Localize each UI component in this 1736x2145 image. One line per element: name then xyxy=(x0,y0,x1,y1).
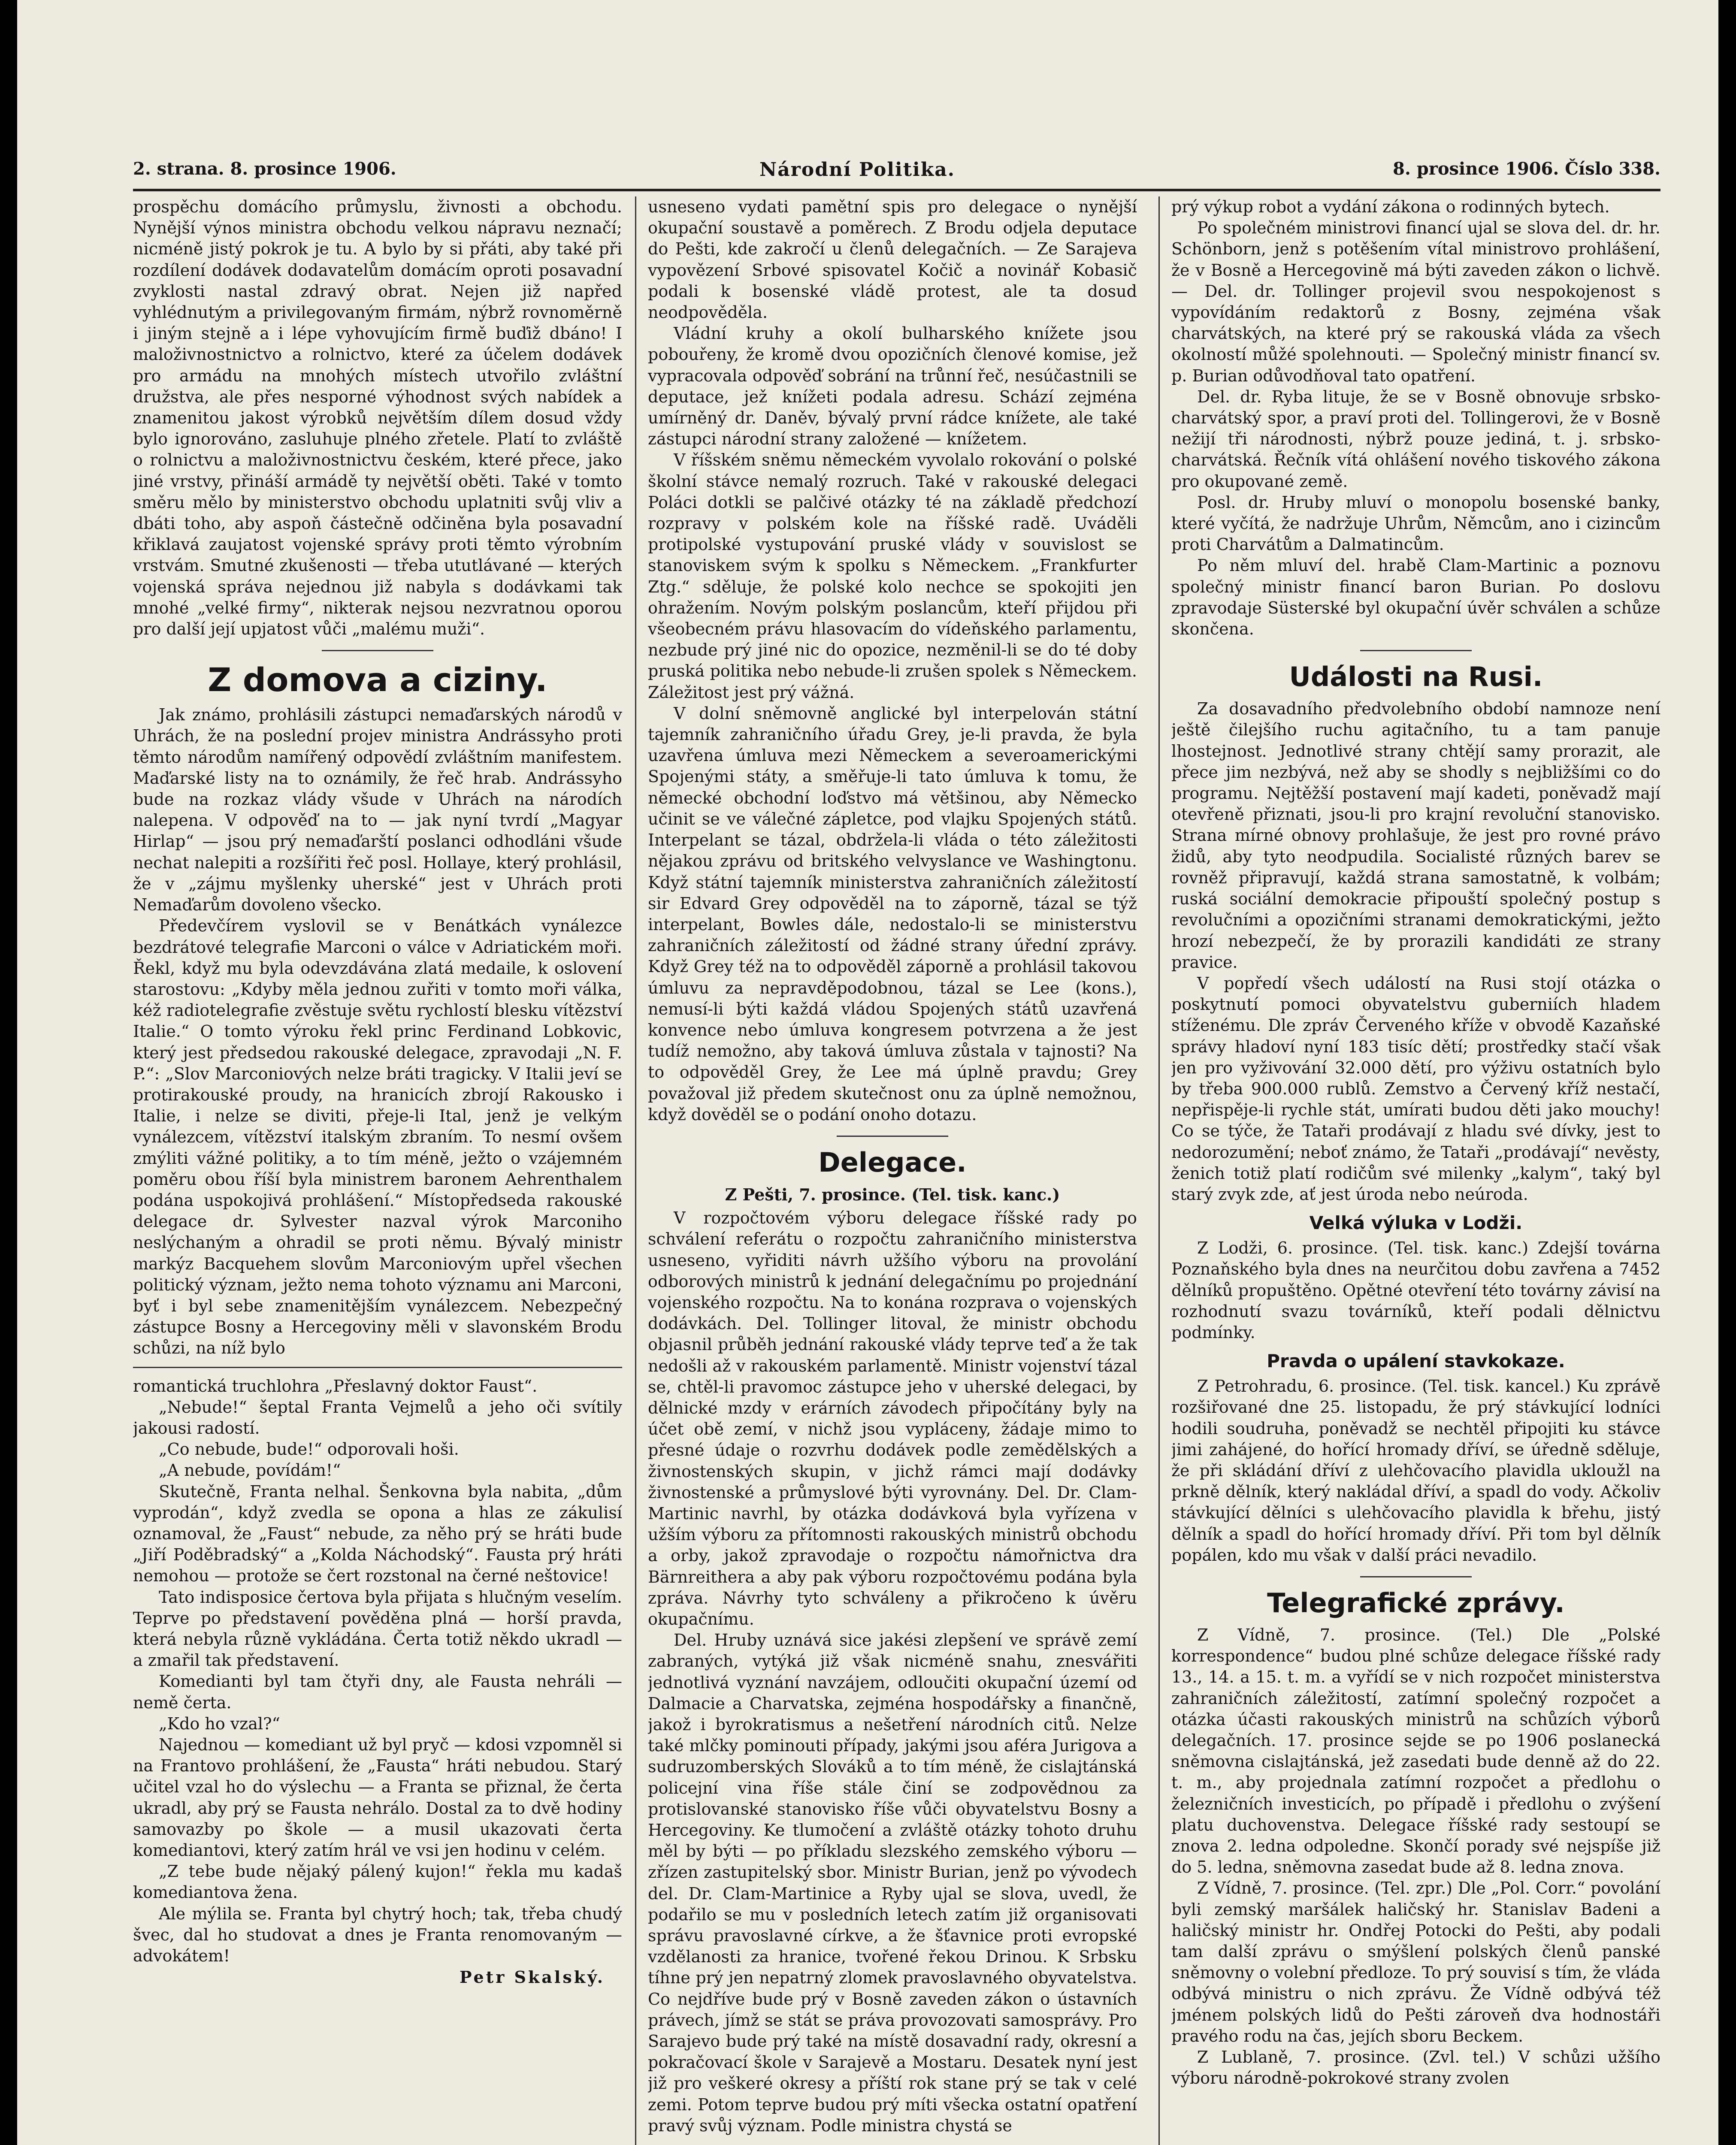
paragraph: Jak známo, prohlásili zástupci nemaďarských národů v Uhrách, že na poslední projev ministra Andrássyho proti těmto národům namířený odpovědí zvláštním manifestem. Maďarské listy na to oznámily, že řeč hrab. Andrássyho bude na rozkaz vlády všude v Uhrách na národích nalepena. V odpověď na to — jak nyní tvrdí „Magyar Hirlap“ — jsou prý nemaďarští poslanci odhodláni všude nechat nalepiti a rozšířiti řeč posl. Hollaye, který prohlásil, že v „zájmu myšlenky uherské“ jest v Uhrách proti Nemaďarům dovoleno všecko. xyxy=(133,705,622,915)
separator xyxy=(837,1136,948,1137)
separator xyxy=(322,650,433,651)
section-heading: Delegace. xyxy=(818,1146,967,1178)
header-rule xyxy=(133,189,1660,191)
subheading: Velká výluka v Lodži. xyxy=(1309,1212,1523,1234)
column-3 xyxy=(1171,196,1660,2145)
feuilleton-paragraph: „Co nebude, bude!“ odporovali hoši. xyxy=(159,1440,459,1459)
paragraph: Z Vídně, 7. prosince. (Tel.) Dle „Polské korrespondence“ budou plné schůze delegace říšské rady 13., 14. a 15. t. m. a vyřídí se v nich rozpočet ministerstva zahraničních záležitostí, zatímní společný rozpočet a otázka účasti rakouských ministrů na schůzích výborů delegačních. 17. prosince sejde se po 1906 poslanecká sněmovna cislajtánská, jež zasedati bude denně až do 22. t. m., aby projednala zatímní rozpočet a předlohu o železničních investicích, po případě i předlohu o zvýšení platu duchovenstva. Delegace říšské rady sestoupí se znova 2. ledna odpoledne. Skončí porady své nejspíše již do 5. ledna, sněmovna zasedat bude až 8. ledna znova. xyxy=(1171,1625,1660,1877)
column-divider xyxy=(635,196,636,2145)
paragraph: Vládní kruhy a okolí bulharského knížete jsou pobouřeny, že kromě dvou opozičních členové komise, jež vypracovala odpověď sobrání na trůnní řeč, nesúčastnili se deputace, jež knížeti podala adresu. Schází zejména umírněný dr. Daněv, bývalý první rádce knížete, ale také zástupci národní strany založené — knížetem. xyxy=(648,324,1137,449)
paragraph: V říšském sněmu německém vyvolalo rokování o polské školní stávce nemalý rozruch. Také v rakouské delegaci Poláci dotkli se palčivé otázky té na základě předchozí rozpravy v polském kole na říšské radě. Uváděli protipolské vystupování pruské vlády v souvislost se stanoviskem svým k spolku s Německem. „Frankfurter Ztg.“ sděluje, že polské kolo nechce se spokojiti jen ohražením. Novým polským poslancům, kteří přijdou při všeobecném právu hlasovacím do vídeňského parlamentu, nezbude prý jiné nic do opozice, nezměnil-li se do té doby pruská politika nebo nebude-li zrušen spolek s Německem. Záležitost jest prý vážná. xyxy=(648,450,1137,702)
paragraph: prý výkup robot a vydání zákona o rodinných bytech. xyxy=(1171,197,1610,216)
article-continuation: prospěchu domácího průmyslu, živnosti a obchodu. Nynější výnos ministra obchodu velkou nápravu neznačí; nicméně jistý pokrok je tu. A bylo by si přáti, aby také při rozdílení dodávek dodavatelům domácím oproti posavadní zvyklosti nastal zdravý obrat. Nejen již napřed vyhlédnutým a privilegovaným firmám, nýbrž rovnoměrně i jiným stejně a i lépe vyhovujícím firmě buďiž dbáno! I maloživnostnictvo a rolnictvo, které za účelem dodávek pro armádu na mnohých místech utvořilo zvláštní družstva, ale přes nesporné výhodnost svých nabídek a znamenitou jakost výrobků největším dílem dosud vždy bylo ignorováno, zasluhuje plného zřetele. Platí to zvláště o rolnictvu a maloživnostnictvu českém, které přece, jako jiné vrstvy, přináší armádě ty největší oběti. Také v tomto směru mělo by ministerstvo obchodu uplatniti svůj vliv a dbáti toho, aby aspoň částečně odčiněna byla posavadní křiklavá zaujatost vojenské správy proti těmto výrobním vrstvám. Smutné zkušenosti — třeba ututlávané — kterých vojenská správa nejednou již nabyla s dodávkami tak mnohé „velké firmy“, nikterak nejsou nezvratnou oporou pro další její upjatost vůči „malému muži“. xyxy=(133,197,622,639)
paragraph: Po něm mluví del. hrabě Clam-Martinic a poznovu společný ministr financí baron Burian. Po doslovu zpravodaje Süsterské byl okupační úvěr schválen a schůze skončena. xyxy=(1171,556,1660,639)
paragraph: Po společném ministrovi financí ujal se slova del. dr. hr. Schönborn, jenž s potěšením vítal ministrovo prohlášení, že v Bosně a Hercegovině má býti zaveden zákon o lichvě. — Del. dr. Tollinger projevil svou nespokojenost s vypovídáním redaktorů z Bosny, zejména však charvátských, na které prý se rakouská vláda za všech okolností můžé spolehnouti. — Společný ministr financí sv. p. Burian odůvodňoval tato opatření. xyxy=(1171,218,1660,385)
paragraph: Za dosavadního předvolebního období namnoze není ještě čilejšího ruchu agitačního, tu a tam panuje lhostejnost. Jednotlivé strany chtějí samy prorazit, ale přece jim nezbývá, než aby se shodly s nejbližšími co do programu. Nejtěžší postavení mají kadeti, poněvadž mají otevřeně přiznati, jsou-li pro krajní revoluční stanovisko. Strana mírné obnovy prohlašuje, že jest pro rovné právo židů, aby tyto neodpudila. Socialisté různých barev se rovněž připravují, každá strana samostatně, k volbám; ruská sociální demokracie připouští společný postup s revolučními a opozičními stranami demokratickými, ježto hrozí nebezpečí, že by prorazili kandidáti ze strany pravice. xyxy=(1171,699,1660,972)
dateline: Z Pešti, 7. prosince. (Tel. tisk. kanc.) xyxy=(725,1184,1060,1204)
header-page-date: 2. strana. 8. prosince 1906. xyxy=(133,159,396,179)
paragraph: Z Vídně, 7. prosince. (Tel. zpr.) Dle „Pol. Corr.“ povolání byli zemský maršálek haličský hr. Stanislav Badeni a haličský ministr hr. Ondřej Potocki do Pešti, aby podali tam další zprávu o smýšlení polských členů panské sněmovny o volební předloze. To prý souvisí s tím, že vláda odbývá ministru o nich zprávu. Že Vídně odbývá též jménem polských lidů do Pešti zároveň dva hodnostáři pravého rodu na čas, jejích sboru Beckem. xyxy=(1171,1879,1660,2045)
feuilleton-paragraph: Komedianti byl tam čtyři dny, ale Fausta nehráli — nemě čerta. xyxy=(133,1672,622,1712)
paragraph: V rozpočtovém výboru delegace říšské rady po schválení referátu o rozpočtu zahraničního ministerstva usneseno, vyřiditi návrh užšího výboru na provolání odborových ministrů k jednání delegačnímu po projednání vojenského rozpočtu. Na to konána rozprava o vojenských dodávkách. Del. Tollinger litoval, že ministr obchodu objasnil průběh jednání rakouské vlády teprve teď a že tak nedošli až v rakouském parlamentě. Ministr vojenství tázal se, chtěl-li pravomoc zástupce jeho v uherské delegaci, by dělnické mzdy v erárních závodech připočítány byly na účet obě zemí, v nichž jsou vypláceny, žádaje mimo to přesné údaje o rozvrhu dodávek podle zemědělských a živnostenských skupin, v jichž rámci mají dodávky živnostenské a průmyslové býti vyrovnány. Del. Dr. Clam-Martinic navrhl, by otázka dodávková byla vyřízena v užším výboru za přítomnosti rakouských ministrů obchodu a orby, jakož zpravodaje o rozpočtu námořnictva dra Bärnreithera a aby pak výboru rozpočtovému podána byla zpráva. Návrhy tyto schváleny a přikročeno k úvěru okupačnímu. xyxy=(648,1208,1137,1628)
column-2 xyxy=(648,196,1137,2145)
column-divider xyxy=(1158,196,1160,2145)
paragraph: V popředí všech událostí na Rusi stojí otázka o poskytnutí pomoci obyvatelstvu guberniích hladem stíženému. Dle zpráv Červeného kříže v obvodě Kazaňské správy hladoví nyní 183 tisíc dětí; prostředky stačí však jen pro vyživování 32.000 dětí, pro výživu ostatních bylo by třeba 900.000 rublů. Zemstvo a Červený kříž nestačí, nepřispěje-li rychle stát, umírati budou děti jako mouchy! Co se týče, že Tataři prodávají z hladu své dívky, jest to nedorozumění; neboť známo, že Tataři „prodávají“ nevěsty, ženich totiž platí rodičům své milenky „kalym“, taký byl starý zvyk zde, ať jest úroda nebo neúroda. xyxy=(1171,973,1660,1204)
paragraph: Del. Hruby uznává sice jakési zlepšení ve správě zemí zabraných, vytýká již však nicméně snahu, znesvářiti jednotlivá vyznání navzájem, odloučiti okupační území od Dalmacie a Charvatska, zejména hospodářsky a finančně, jakož i byrokratismus a nešetření národních citů. Nelze také mlčky pominouti případy, jakými jsou aféra Jurigova a sudruzomberských Slováků a to tím méně, že cislajtánská policejní vina říše stále činí se zodpovědnou za protislovanské stanovisko říše vůči obyvatelstvu Bosny a Hercegoviny. Ke tlumočení a zvláště otázky tohoto druhu měl by býti — po příkladu slezského zemského výboru — zřízen zastupitelský sbor. Ministr Burian, jenž po vývodech del. Dr. Clam-Martinice a Ryby ujal se slova, uvedl, že podařilo se mu v posledních letech zatím již organisovati správu pravoslavné církve, a že šťavnice proti evropské vzdělanosti za hranice, tvořené řekou Drinou. K Srbsku tíhne prý jen nepatrný zlomek pravoslavného obyvatelstva. Co nejdříve bude prý v Bosně zaveden zákon o ústavních právech, jímž se stát se práva provozovati samosprávy. Pro Sarajevo bude prý také na místě dosavadní rady, okresní a pokračovací škole v Sarajevě a Mostaru. Desatek nyní jest již pro veškeré okresy a příští rok stane prý se tak v celé zemi. Potom teprve budou prý míti všecka ostatní opatření pravý svůj význam. Podle ministra chystá se xyxy=(648,1631,1137,2135)
paragraph: V dolní sněmovně anglické byl interpelován státní tajemník zahraničního úřadu Grey, je-li pravda, že byla uzavřena úmluva mezi Německem a severoamerickými Spojenými státy, a směřuje-li tato úmluva k tomu, že německé obchodní loďstvo má většinou, aby Německo učinit se ve válečné zápletce, pod vlajku Spojených států. Interpelant se tázal, obdržela-li vláda o této záležitosti nějakou zprávu od britského velvyslance ve Washingtonu. Když státní tajemník ministerstva zahraničních záležitostí sir Edvard Grey odpověděl na to záporně, tázal se týž interpelant, Bowles dále, nedostalo-li se ministerstvu zahraničních záležitostí od žádné strany úřední zprávy. Když Grey též na to odpověděl záporně a prohlásil takovou úmluvu za nepravděpodobnou, tázal se Lee (kons.), nemusí-li býti každá vládou Spojených států uzavřená konvence nebo úmluva kongresem potvrzena a že jest tudíž nemožno, aby taková úmluva zůstala v tajnosti? Na to odpověděl Grey, že Lee má úplně pravdu; Grey považoval již předem skutečnost onu za úplně nemožnou, když dověděl se o podání onoho dotazu. xyxy=(648,704,1137,1124)
masthead-title: Národní Politika. xyxy=(759,159,956,181)
feuilleton-paragraph: Skutečně, Franta nelhal. Šenkovna byla nabita, „dům vyprodán“, když zvedla se opona a hlas ze zákulisí oznamoval, že „Faust“ nebude, za něho prý se hráti bude „Jiří Poděbradský“ a „Kolda Náchodský“. Fausta prý hráti nemohou — protože se čert rozstonal na černé neštovice! xyxy=(133,1482,622,1586)
paragraph: Předevčírem vyslovil se v Benátkách vynálezce bezdrátové telegrafie Marconi o válce v Adriatickém moři. Řekl, když mu byla odevzdávána zlatá medaile, k oslovení starostovu: „Kdyby měla jednou zuřiti v tomto moři válka, kéž radiotelegrafie zvěstuje světu rychlostí blesku vítězství Italie.“ O tomto výroku řekl princ Ferdinand Lobkovic, který jest předsedou rakouské delegace, zpravodaji „N. F. P.“: „Slov Marconiových nelze bráti tragicky. V Italii jeví se protirakouské proudy, na hranicích zbrojí Rakousko i Italie, i nelze se diviti, přeje-li Ital, jenž je velkým vynálezcem, vítězství italským zbraním. To nesmí ovšem zmýliti vážné politiky, a to tím méně, ježto o vzájemném poměru obou říší byla ministrem baronem Aehrenthalem podána uspokojivá prohlášení.“ Místopředseda rakouské delegace dr. Sylvester nazval výrok Marconiho neslýchaným a ohradil se proti němu. Bývalý ministr markýz Bacquehem slovům Marconiovým upřel všechen politický význam, ježto nema tohoto významu ani Marconi, byť i byl sebe znamenitějším vynálezcem. Nebezpečný zástupce Bosny a Hercegoviny měli v slavonském Brodu schůzi, na níž bylo xyxy=(133,916,622,1358)
newspaper-page xyxy=(17,0,1718,2145)
feuilleton-paragraph: Ale mýlila se. Franta byl chytrý hoch; tak, třeba chudý švec, dal ho studovat a dnes je Franta renomovaným — advokátem! xyxy=(133,1904,622,1966)
header-date-issue: 8. prosince 1906. Číslo 338. xyxy=(1393,159,1660,179)
running-header xyxy=(133,154,1660,184)
feuilleton-paragraph: „Kdo ho vzal?“ xyxy=(159,1714,280,1733)
subheading: Pravda o upálení stavkokaze. xyxy=(1267,1350,1565,1372)
column-1 xyxy=(133,196,622,2145)
author-signature: Petr Skalský. xyxy=(459,1967,605,1987)
paragraph: Del. dr. Ryba lituje, že se v Bosně obnovuje srbsko-charvátský spor, a praví proti del. Tollingerovi, že v Bosně nežijí tři národnosti, nýbrž pouze jediná, t. j. srbsko-charvátská. Řečník vítá ohlášení nového tiskového zákona pro okupované země. xyxy=(1171,387,1660,491)
section-heading: Události na Rusi. xyxy=(1289,661,1543,693)
feuilleton-paragraph: Najednou — komediant už byl pryč — kdosi vzpomněl si na Frantovo prohlášení, že „Fausta“ hráti nebudou. Starý učitel vzal ho do výslechu — a Franta se přiznal, že čerta ukradl, aby prý se Fausta nehrálo. Dostal za to dvě hodiny samovazby po škole — a musil ukazovati čerta komediantovi, který zatím hrál ve vsi jen hodinu v celém. xyxy=(133,1735,622,1860)
feuilleton-rule xyxy=(133,1367,622,1368)
paragraph: Z Lodži, 6. prosince. (Tel. tisk. kanc.) Zdejší továrna Poznaňského byla dnes na neurčitou dobu zavřena a 7452 dělníků propuštěno. Opětné otevření této továrny závisí na rozhodnutí svazu továrníků, kteří podali dělnictvu podmínky. xyxy=(1171,1239,1660,1342)
feuilleton-paragraph: romantická truchlohra „Přeslavný doktor Faust“. xyxy=(133,1376,538,1396)
paragraph: Posl. dr. Hruby mluví o monopolu bosenské banky, které vyčítá, že nadržuje Uhrům, Němcům, ano i cizincům proti Charvátům a Dalmatincům. xyxy=(1171,492,1660,554)
separator xyxy=(1360,650,1472,651)
paragraph: Z Lublaně, 7. prosince. (Zvl. tel.) V schůzi užšího výboru národně-pokrokové strany zvolen xyxy=(1171,2048,1660,2088)
paragraph: usneseno vydati pamětní spis pro delegace o nynější okupační soustavě a poměrech. Z Brodu odjela deputace do Pešti, kde zakročí u členů delegačních. — Ze Sarajeva vypovězení Srbové spisovatel Kočič a novinář Kobasič podali k bosenské vládě protest, ale ta dosud neodpověděla. xyxy=(648,197,1137,322)
feuilleton-paragraph: „A nebude, povídám!“ xyxy=(159,1461,341,1480)
section-heading: Z domova a ciziny. xyxy=(208,661,547,699)
feuilleton-paragraph: Tato indisposice čertova byla přijata s hlučným veselím. Teprve po představení pověděna plná — horší pravda, která nebyla různě vykládána. Čerta totiž někdo ukradl — a zmařil tak představení. xyxy=(133,1587,622,1670)
feuilleton-paragraph: „Z tebe bude nějaký pálený kujon!“ řekla mu kadaš komediantova žena. xyxy=(133,1862,622,1902)
separator xyxy=(1360,1576,1472,1577)
paragraph: Z Petrohradu, 6. prosince. (Tel. tisk. kancel.) Ku zprávě rozšiřované dne 25. listopadu, že prý stávkující lodníci hodili soudruha, poněvadž se nechtěl připojiti ku stávce jimi zahájené, do hořící hromady dříví, se úředně sděluje, že při skládání dříví z ulehčovacího plavidla ukloužl na prkně dělník, který nakládal dříví, a spadl do vody. Ačkoliv stávkující dělníci s ulehčovacího plavidla k břehu, jistý dělník a spadl do hořící hromady dříví. Při tom byl dělník popálen, kdo mu však v další práci nevadilo. xyxy=(1171,1377,1660,1565)
feuilleton-paragraph: „Nebude!“ šeptal Franta Vejmelů a jeho oči svítily jakousi radostí. xyxy=(133,1397,622,1438)
section-heading: Telegrafické zprávy. xyxy=(1267,1587,1565,1619)
